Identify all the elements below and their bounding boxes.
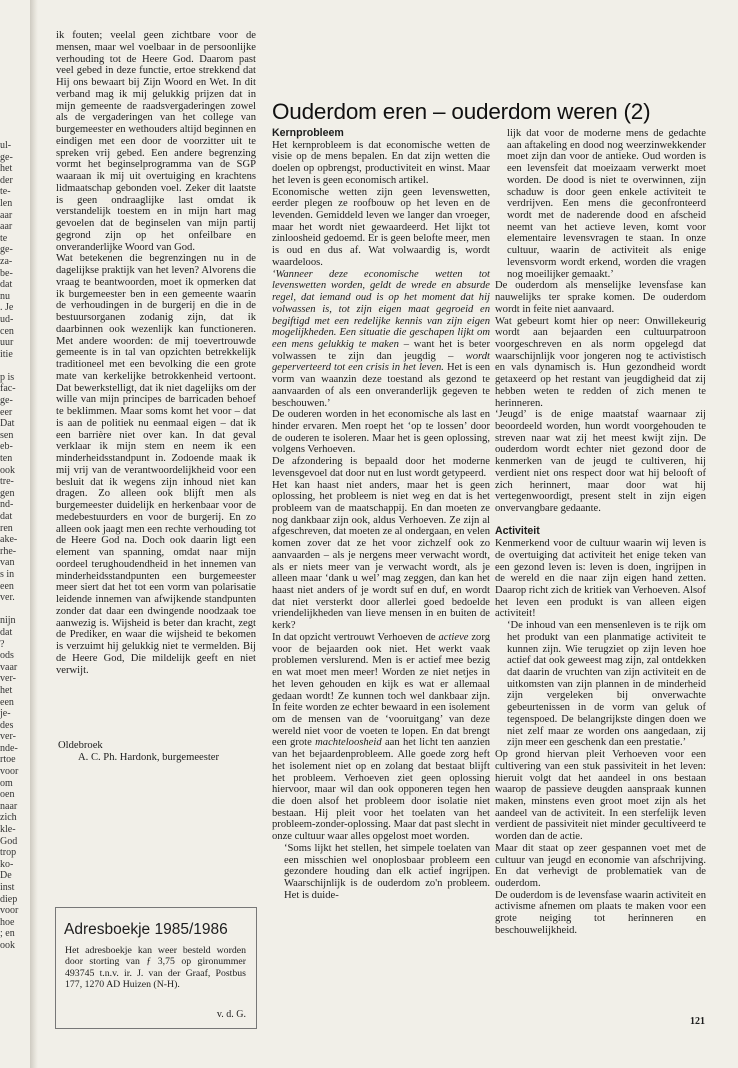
- text-run: De ouderdom als menselijke levensfase kan nauwelijks ter sprake komen. De ouderdom wordt in feite niet aanvaard.: [495, 280, 706, 315]
- left-fragment: inst: [0, 882, 15, 893]
- paragraph: [272, 456, 490, 479]
- left-fragment: diep: [0, 893, 18, 905]
- text-run: ‘Soms lijkt het stellen, het simpele toelaten van een misschien wel onoplosbaar probleem een gezondere houding dan elk actief ingrijpen. Waarschijnlijk is de ouderdom zo'n probleem. Het is duide-: [284, 842, 490, 901]
- left-fragment: tre-: [0, 476, 14, 488]
- text-run: Het kan haast niet anders, maar het is geen oplossing, het probleem is niet weg en dat is het probleem van de maatschappij. En dan moeten ze nog dankbaar zijn ook, aldus Verhoeven. Ze zijn al afgeschreven, dat moeten ze al ondergaan, en velen komen zover dat ze het voor zichzelf ook zo aanvaarden – als je nergens meer verwacht wordt, als er niets meer van je verwacht wordt, als je alleen maar ‘dank u wel’ mag zeggen, dan kan het haast niet anders of je wordt suf en duf, en wordt dat niet versterkt door allerlei goed bedoelde vriendelijkheden van lieve mensen in en buiten de kerk?: [272, 479, 490, 632]
- text-run: Het is een vorm van waanzin deze toestand als gezond te aanvaarden of als een onveranderlijk gegeven te beschouwen.’: [272, 362, 490, 409]
- italic-text: machteloosheid: [315, 737, 382, 749]
- left-fragment: hoe: [0, 916, 15, 928]
- col1-paragraph-1: ik fouten; veelal geen zichtbare voor de mensen, maar wel voelbaar in de persoonlijke verhouding tot de Heere God. Daarom past veel gebed in deze functie, ertoe strekkend dat Hij ons bewaart bij Zijn Woord en Wet. In dit verband mag ik mij gelukkig prijzen dat in mijn gemeente de raadsvergaderingen zowel als de vergaderingen van het college van burgemeester en wethouders altijd beginnen en eindigen met een door de voorzitter uit te spreken vrij gebed. Een andere begrenzing vormt het beginselprogramma van de SGP waaraan ik mij uit overtuiging en krachtens lidmaatschap gebonden voel. Zeker dit laatste is geen ondraaglijke last omdat ik verstandelijk toestem en in mijn hart mag gevoelen dat de beginselen van mijn partij gegrond zijn op het onfeilbare en onveranderlijke Woord van God.: [56, 30, 256, 253]
- left-fragment: ook: [0, 939, 15, 951]
- text-run: – want het is beter volwassen te zijn dan jeugdig: [272, 338, 491, 362]
- quote-paragraph: [507, 128, 706, 280]
- left-fragment: ake-: [0, 534, 18, 546]
- left-fragment: kle-: [0, 824, 16, 836]
- paragraph: [495, 409, 706, 514]
- text-run: Economische wetten zijn geen levenswetten, eerder plegen ze roofbouw op het leven en de levenden. Gemiddeld leven we langer dan vroeger, maar het wordt niet gewaardeerd. Het lijkt tot zinloosheid gedoemd. Er is geen belofte meer, men is oud en dus af. Wat volwaardig is, wordt waardeloos.: [272, 186, 490, 268]
- left-fragment: ; en: [0, 928, 15, 940]
- text-run: ‘Jeugd’ is de enige maatstaf waarnaar zij beoordeeld worden, hun wordt voorgehouden te streven naar wat zij het meest kwijt zijn. De ouderdom wordt echter niet gezond door de kenmerken van de jeugd te cultiveren, hij verdient niet ons respect door wat hij belooft of zich herinnert, maar door wat hij vertegenwoordigt, present stelt in zijn eigen onvervangbare gedaante.: [495, 409, 706, 514]
- left-fragment: trop: [0, 847, 17, 859]
- text-run: Kenmerkend voor de cultuur waarin wij leven is de overtuiging dat activiteit het enige teken van een gezond leven is: leven is doen, ingrijpen in de wereld en die naar zijn eigen hand zetten. Daarop richt zich de kritiek van Verhoeven. Alsof het leven een produkt is van alleen eigen activiteit!: [495, 538, 706, 620]
- left-fragment: ods: [0, 650, 14, 662]
- left-fragment: naar: [0, 800, 18, 812]
- notice-body: Het adresboekje kan weer besteld worden door storting van ƒ 3,75 op gironummer 493745 t.n.v. ir. J. van der Graaf, Postbus 177, 1270 AD Huizen (N-H).: [65, 945, 246, 990]
- left-fragment: eb-: [0, 441, 13, 453]
- paragraph: [495, 538, 706, 620]
- left-fragment: te: [0, 232, 8, 244]
- notice-initials: v. d. G.: [216, 1009, 246, 1020]
- left-fragment: ko-: [0, 858, 14, 870]
- left-fragment: ten: [0, 453, 13, 465]
- left-fragment: je-: [0, 708, 11, 720]
- page-number: 121: [690, 1016, 705, 1027]
- left-fragment: eer: [0, 406, 13, 418]
- left-fragment: sen: [0, 429, 14, 441]
- left-fragment: nde-: [0, 742, 18, 754]
- left-fragment: te-: [0, 186, 11, 198]
- text-run: In dat opzicht vertrouwt Verhoeven de: [272, 631, 439, 643]
- left-fragment: [0, 360, 30, 372]
- paragraph: [495, 280, 706, 315]
- left-fragment: rtoe: [0, 754, 16, 766]
- column-2: [272, 128, 490, 901]
- left-fragment: aar: [0, 221, 13, 233]
- text-run: De ouderdom is de levensfase waarin activiteit en activisme afnemen om plaats te maken voor een grote neiging tot herinneren en beschouwelijkheid.: [495, 889, 706, 936]
- text-run: lijk dat voor de moderne mens de gedachte aan aftakeling en dood nog weerzinwekkender moet zijn dan voor de antieke. Oud worden is een levensfeit dat moeizaam verwerkt moet worden. De dood is niet te overwinnen, zijn schaduw is door geen enkele activiteit te verdrijven. Een mens die geconfronteerd wordt met de naderende dood en afscheid neemt van het actieve leven, komt voor elementaire levensvragen te staan. In onze cultuur, waarin de activiteit als enige levensvorm wordt erkend, worden die vragen nog moeilijker gemaakt.’: [507, 128, 706, 280]
- paragraph: [272, 140, 490, 187]
- signature-place: Oldebroek: [58, 740, 103, 751]
- left-fragment: [0, 604, 30, 616]
- text-run: Maar dit staat op zeer gespannen voet met de cultuur van jeugd en economie van afschrijving. En dat verhevigt de problematiek van de ouderdom.: [495, 842, 706, 889]
- text-run: Het kernprobleem is dat economische wetten de visie op de mens bepalen. En dat zijn wetten die doelen op opbrengst, productiviteit en winst. Maar het leven is geen economisch artikel.: [272, 139, 490, 186]
- left-fragment: ?: [0, 638, 5, 650]
- paragraph: [272, 632, 490, 843]
- quote-paragraph: [284, 843, 490, 902]
- column-1: [56, 30, 256, 676]
- text-run: Op grond hiervan pleit Verhoeven voor een cultivering van een stuk passiviteit in het leven: hieruit volgt dat het aandeel in ons bestaan waarop de passieve deugden aanspraak kunnen maken, minstens even groot moet zijn als het aandeel van de activiteit. In een sterfelijk leven verdient de passiviteit niet minder gecultiveerd te worden dan de actie.: [495, 749, 706, 843]
- left-fragment: voor: [0, 905, 19, 917]
- left-fragment: cen: [0, 325, 14, 337]
- paragraph: [272, 409, 490, 456]
- left-fragment: . Je: [0, 302, 14, 314]
- left-fragment: ul-: [0, 140, 12, 151]
- column-3: [495, 128, 706, 937]
- left-fragment: ver.: [0, 592, 15, 604]
- left-fragment: ook: [0, 464, 15, 476]
- paragraph: [495, 749, 706, 843]
- left-fragment: het: [0, 163, 13, 175]
- notice-title: Adresboekje 1985/1986: [64, 921, 228, 938]
- italic-text: actieve: [438, 631, 469, 643]
- paragraph: [495, 316, 706, 410]
- left-fragment: rhe-: [0, 545, 17, 557]
- italic-text: – wordt geperverteerd tot een crisis in het leven.: [272, 350, 490, 374]
- left-fragment: ge-: [0, 151, 13, 163]
- left-fragment: be-: [0, 267, 13, 279]
- left-fragment: len: [0, 197, 13, 209]
- signature: [58, 740, 258, 764]
- left-fragment: uur: [0, 337, 14, 349]
- left-fragment: dat: [0, 626, 13, 638]
- left-fragment: ud-: [0, 313, 14, 325]
- left-fragment: ge-: [0, 244, 13, 256]
- left-fragment: der: [0, 174, 13, 186]
- left-fragment: van: [0, 557, 15, 569]
- left-fragment: fac-: [0, 383, 16, 395]
- text-run: zorg voor de bejaarden ook niet. Het werkt vaak problemen verslurend. Men is er actief mee bezig en wat moet men meer! Worden ze niet netjes in het leven gehouden en kijk es wat er allemaal gedaan wordt! Ze kunnen toch wel dankbaar zijn. In feite worden ze echter bewaard in een isolement om de mensen van de ‘vooruitgang’ van deze wereld niet voor de voeten te lopen. En dat brengt een grote: [272, 631, 490, 749]
- left-fragment: oen: [0, 789, 15, 801]
- paragraph: [495, 843, 706, 890]
- left-fragment: ver-: [0, 673, 16, 685]
- left-fragment: het: [0, 684, 13, 696]
- left-fragment: nd-: [0, 499, 14, 511]
- signature-name: A. C. Ph. Hardonk, burgemeester: [78, 752, 220, 763]
- col1-paragraph-2: Wat betekenen die begrenzingen nu in de dagelijkse praktijk van het leven? Alvorens die vraag te beantwoorden, moet ik opmerken dat ik burgemeester ben in een gemeente waarin de verhoudingen in de burgerij en die in de bestuursorganen zodanig zijn, dat ik daarbinnen ook wezenlijk kan functioneren. Met andere woorden: de mij toevertrouwde gemeente is in tal van opzichten betrekkelijk traditioneel met een bevolking die een grote mate van kerkelijke betrokkenheid vertoont. Dat bewerkstelligt, dat ik niet dagelijks om der wille van mijn principes de barricaden behoef te beklimmen. Maar soms komt het voor – dat is aan de politiek nu eenmaal eigen – dat ik een barrière niet over kan. In dat geval verklaar ik mijn stem en neem ik een minderheidsstandpunt in. Zodoende maak ik mij vrij van de verantwoordelijkheid voor een besluit dat ik wegens zijn inhoud niet kan dragen. Zo alleen ook blijft men als burgemeester duidelijk en herkenbaar voor de medebestuurders en voor de burgerij. En zo alleen ook jaagt men een rechte verhouding tot de Heere God na. Doch ook daarin ligt een element van spanning, omdat naar mijn oordeel terughoudendheid in het innemen van minderheidsstandpunten een burgemeester meer siert dat het tot een vorm van polarisatie leidende innemen van afwijkende standpunten zonder dat daar een dwingende noodzaak toe aanwezig is. Wijsheid is beter dan kracht, zegt de Prediker, en waar die wijsheid te bekomen is verzuimt hij gelukkig niet te vermelden. Bij de Heere God, Die mildelijk geeft en niet verwijt.: [56, 253, 256, 676]
- text-run: ‘De inhoud van een mensenleven is te rijk om het produkt van een planmatige activiteit te kunnen zijn. Wie terugziet op zijn leven hoe actief dat ook geweest mag zijn, zal ontdekken dat daarin de vruchten van zijn activiteit en de uitkomsten van zijn plannen in de minderheid zijn vergeleken bij onverwachte gebeurtenissen in de vorm van geluk of tegenspoed. De belangrijkste dingen doen we niet zelf maar ze worden ons aangedaan, zij zijn meer een geschenk dan een prestatie.’: [507, 620, 706, 749]
- left-fragment: nu: [0, 290, 10, 302]
- left-fragment: nijn: [0, 615, 16, 627]
- left-fragment: dat: [0, 279, 13, 291]
- left-fragment: voor: [0, 766, 19, 778]
- left-fragment: s in: [0, 568, 15, 580]
- left-fragment: ren: [0, 522, 13, 534]
- left-fragment: ge-: [0, 395, 13, 407]
- left-fragment: aar: [0, 209, 13, 221]
- left-fragment: ver-: [0, 731, 16, 743]
- left-fragment: De: [0, 870, 12, 882]
- text-run: De ouderen worden in het economische als last en hinder ervaren. Men roept het ‘op te lossen’ door de ouderen te isoleren. Maar het is geen oplossing, volgens Verhoeven.: [272, 409, 490, 456]
- gutter-shadow: [30, 0, 38, 1068]
- paragraph: [495, 890, 706, 937]
- text-run: Wat gebeurt komt hier op neer: Onwillekeurig wordt aan bejaarden een cultuurpatroon voorgeschreven en als norm opgelegd dat waarschijnlijk voor jongeren nog te activistisch en vals dynamisch is. Hun gezondheid wordt getaxeerd op het restant van jeugdigheid dat zij hebben weten te redden of zich menen te herinneren.: [495, 315, 706, 409]
- left-fragment: itie: [0, 348, 13, 360]
- left-fragment: God: [0, 835, 18, 847]
- article-title: Ouderdom eren – ouderdom weren (2): [272, 99, 651, 124]
- notice-box: [55, 907, 257, 1029]
- left-fragment: dat: [0, 511, 13, 522]
- left-fragment: Dat: [0, 418, 15, 430]
- quote-paragraph: [507, 620, 706, 749]
- left-fragment: gen: [0, 487, 15, 499]
- left-fragment: een: [0, 696, 14, 708]
- section-heading-activiteit: Activiteit: [495, 525, 540, 538]
- text-run: De afzondering is bepaald door het moderne levensgevoel dat door nut en lust wordt getypeerd.: [272, 456, 490, 479]
- paragraph: [272, 269, 490, 410]
- left-fragment: des: [0, 719, 14, 731]
- paragraph: [272, 480, 490, 632]
- left-fragment: p is: [0, 371, 15, 383]
- text-run: aan het licht ten aanzien van het bejaardenprobleem. Alle goede zorg heft het isolement niet op en zolang dat bestaat blijft het probleem. Verhoeven ziet geen oplossing hiervoor, maar wil dan ook opponeren tegen hen die doen alsof het probleem door isolatie niet bestaan. Hij pleit voor het toelaten van het probleem-zonder-oplossing. Maar dat past slecht in onze cultuur waar alles opgelost moet worden.: [272, 737, 490, 843]
- left-fragment: een: [0, 580, 14, 592]
- left-fragment: zich: [0, 812, 17, 824]
- left-fragment: om: [0, 777, 13, 789]
- left-fragment: vaar: [0, 661, 18, 673]
- left-fragment: za-: [0, 255, 13, 267]
- paragraph: [272, 187, 490, 269]
- italic-text: ‘Wanneer deze economische wetten tot levenswetten worden, geldt de wrede en absurde regel, dat iemand oud is op het moment dat hij volwassen is, tot zijn eigen maat gegroeid en begiftigd met een redelijke kennis van zijn eigen mogelijkheden. Een situatie die geschapen lijkt om een mens gelukkig te maken: [272, 268, 490, 350]
- left-page-fragments: [0, 140, 30, 952]
- section-heading-kernprobleem: Kernprobleem: [272, 127, 344, 139]
